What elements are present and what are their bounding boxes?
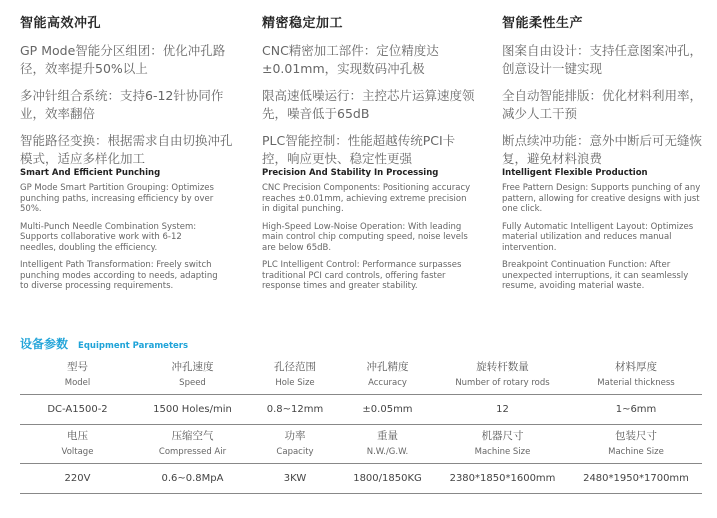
feature-en-block-1 <box>20 183 220 299</box>
feature-en-block-2 <box>262 183 472 299</box>
params-value-cell: 12 <box>435 395 570 425</box>
params-title-en: Equipment Parameters <box>78 341 189 351</box>
params-header-cell: 重量 N.W./G.W. <box>366 430 409 457</box>
feature-item-zh: 全自动智能排版：优化材料利用率，减少人工干预 <box>502 88 703 121</box>
params-value-row <box>20 395 702 425</box>
params-value-cell: 1500 Holes/min <box>135 395 250 425</box>
params-header-cell: 包装尺寸 Machine Size <box>608 430 664 457</box>
params-value-cell: 3KW <box>250 464 340 494</box>
feature-title-zh: 智能柔性生产 <box>502 16 584 31</box>
params-header-cell: 电压 Voltage <box>61 430 94 457</box>
params-header-cell: 材料厚度 Material thickness <box>597 361 675 388</box>
params-header-cell: 型号 Model <box>64 361 91 388</box>
params-header-row <box>20 425 702 464</box>
params-header-cell: 旋转杆数量 Number of rotary rods <box>455 361 550 388</box>
feature-column-3 <box>502 12 712 177</box>
feature-item-zh: 多冲针组合系统：支持6-12针协同作业，效率翻倍 <box>20 88 224 121</box>
feature-title-zh: 精密稳定加工 <box>262 16 344 31</box>
feature-item-en: Breakpoint Continuation Function: After unexpected interruptions, it can seamlessly resume, avoiding material waste. <box>502 260 689 291</box>
params-header-cell: 压缩空气 Compressed Air <box>158 430 227 457</box>
params-title-zh: 设备参数 <box>20 337 69 351</box>
params-header-row <box>20 356 702 395</box>
feature-title-en: Smart And Efficient Punching <box>20 168 161 178</box>
params-header-cell: 机器尺寸 Machine Size <box>474 430 531 457</box>
feature-item-zh: CNC精密加工部件：定位精度达±0.01mm，实现数码冲孔极 <box>262 43 439 76</box>
feature-item-en: GP Mode Smart Partition Grouping: Optimizes punching paths, increasing efficiency by over 50%. <box>20 183 214 214</box>
feature-item-en: Free Pattern Design: Supports punching of any pattern, allowing for creative designs with just one click. <box>502 183 701 214</box>
feature-item-en: Intelligent Path Transformation: Freely switch punching modes according to needs, adapting to diverse processing requirements. <box>20 260 218 291</box>
feature-item-zh: 图案自由设计：支持任意图案冲孔，创意设计一键实现 <box>502 43 703 76</box>
feature-item-en: Fully Automatic Intelligent Layout: Optimizes material utilization and reduces manual intervention. <box>502 221 694 253</box>
params-value-cell: 1~6mm <box>570 395 702 425</box>
feature-item-zh: 限高速低噪运行：主控芯片运算速度领先，噪音低于65dB <box>262 88 475 121</box>
feature-item-zh: PLC智能控制：性能超越传统PCI卡控，响应更快、稳定性更强 <box>262 133 456 166</box>
params-heading <box>20 335 188 352</box>
feature-item-zh: 断点续冲功能：意外中断后可无缝恢复，避免材料浪费 <box>502 133 703 166</box>
params-value-cell: DC-A1500-2 <box>20 395 135 425</box>
params-value-cell: ±0.05mm <box>340 395 435 425</box>
params-header-cell: 冲孔速度 Speed <box>171 361 214 388</box>
params-value-cell: 0.6~0.8MpA <box>135 464 250 494</box>
feature-column-1 <box>20 12 235 177</box>
feature-item-zh: GP Mode智能分区组团：优化冲孔路径，效率提升50%以上 <box>20 43 226 76</box>
feature-item-en: PLC Intelligent Control: Performance surpasses traditional PCI card controls, offering faster response times and greater stability. <box>262 260 462 291</box>
params-header-cell: 冲孔精度 Accuracy <box>366 361 409 388</box>
feature-column-2 <box>262 12 477 177</box>
feature-item-en: CNC Precision Components: Positioning accuracy reaches ±0.01mm, achieving extreme precision in digital punching. <box>262 183 471 214</box>
params-header-cell: 孔径范围 Hole Size <box>274 361 316 388</box>
feature-title-zh: 智能高效冲孔 <box>20 16 102 31</box>
feature-en-block-3 <box>502 183 707 299</box>
feature-item-zh: 智能路径变换：根据需求自由切换冲孔模式，适应多样化加工 <box>20 133 233 166</box>
params-header-cell: 功率 Capacity <box>276 430 314 457</box>
params-table <box>20 356 702 494</box>
params-value-cell: 0.8~12mm <box>250 395 340 425</box>
params-value-cell: 2380*1850*1600mm <box>435 464 570 494</box>
params-value-row <box>20 464 702 494</box>
feature-title-en: Intelligent Flexible Production <box>502 168 648 178</box>
feature-item-en: High-Speed Low-Noise Operation: With leading main control chip computing speed, noise levels are below 65dB. <box>262 221 468 253</box>
params-value-cell: 1800/1850KG <box>340 464 435 494</box>
params-value-cell: 220V <box>20 464 135 494</box>
feature-item-en: Multi-Punch Needle Combination System: Supports collaborative work with 6-12 needles, doubling the efficiency. <box>20 221 197 253</box>
feature-title-en: Precision And Stability In Processing <box>262 168 439 178</box>
params-value-cell: 2480*1950*1700mm <box>570 464 702 494</box>
